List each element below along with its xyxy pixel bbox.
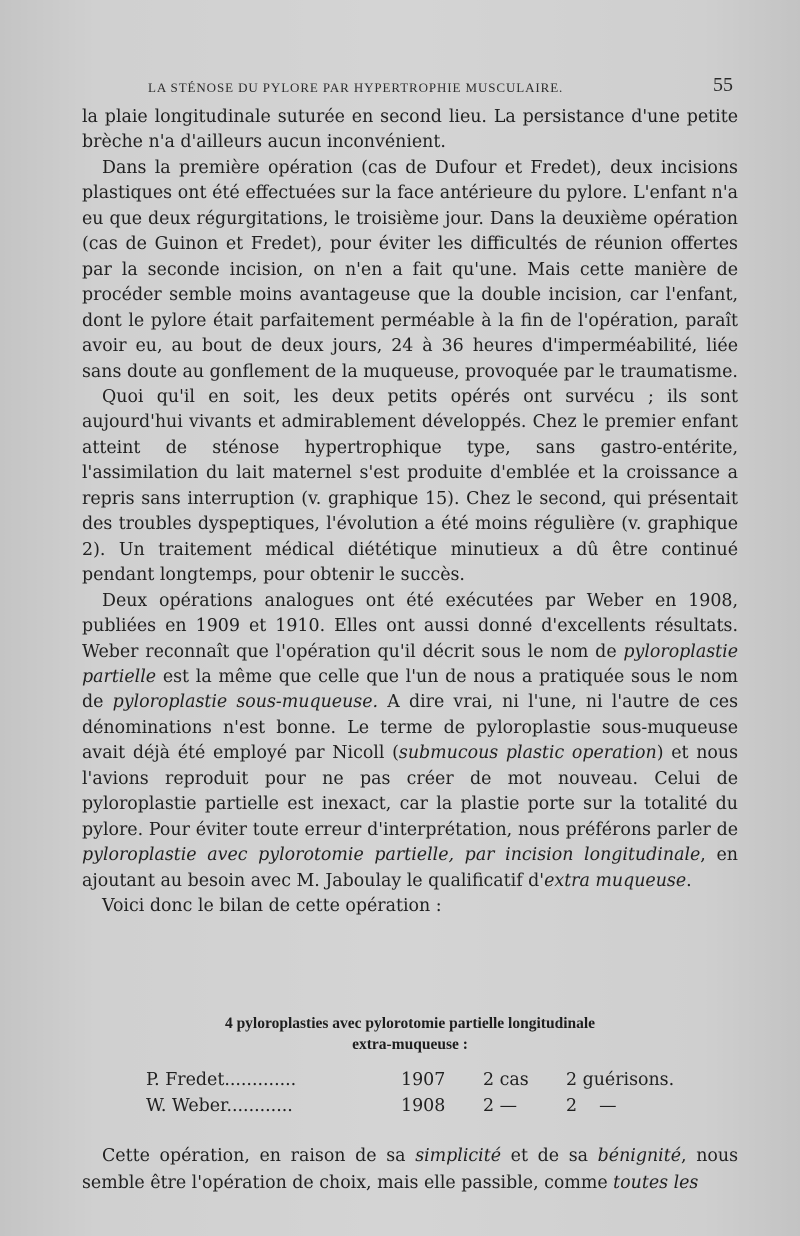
emphasis-toutes-les: toutes les [613,1173,699,1193]
page-number: 55 [713,74,733,96]
emphasis-extra-muqueuse: extra muqueuse [544,870,687,891]
surgeon-name: P. Fredet............. [146,1070,297,1090]
paragraph-5: Voici donc le bilan de cette opération : [102,896,442,917]
table-title-line-2: extra-muqueuse : [352,1036,468,1053]
paragraph-4-text: Deux opérations analogues ont été exécutées par Weber en 1908, publiées en 1909 et 1910. Elles ont aussi donné d'excellents résultats. Weber reconnaît que l'opération qu'il décrit sous le nom de [82,590,738,662]
closing-text-part: , nous semble être l'opération de choix, mais elle passible, comme [82,1146,739,1193]
operation-year: 1908 [401,1096,446,1116]
operation-year: 1907 [401,1070,446,1090]
surgeon-name: W. Weber............ [146,1096,293,1116]
closing-text-part: Cette opération, en raison de sa [102,1146,416,1166]
closing-text-part: et de sa [501,1146,598,1166]
emphasis-benignite: bénignité [597,1146,682,1166]
outcome: 2 guérisons. [566,1070,675,1090]
table-title [82,1013,738,1055]
paragraph-1: la plaie longitudinale suturée en second lieu. La persistance d'une petite brèche n'a d'ailleurs aucun inconvénient. [82,107,738,153]
case-count: 2 cas [483,1070,529,1090]
results-summary [82,1013,738,1119]
emphasis-simplicite: simplicité [415,1146,502,1166]
paragraph-4-text: est la même que celle que l'un de nous a pratiquée sous le nom de [82,666,738,713]
emphasis-submucous-plastic-operation: submucous plastic operation [398,743,657,764]
closing-paragraph [82,1143,738,1197]
paragraph-2: Dans la première opération (cas de Dufour et Fredet), deux incisions plastiques ont été effectuées sur la face antérieure du pylore. L'enfant n'a eu que deux régurgitations, le troisième jour. Dans la deuxième opération (cas de Guinon et Fredet), pour éviter les difficultés de réunion offertes par la seconde incision, on n'en a fait qu'une. Mais cette manière de procéder semble moins avantageuse que la double incision, car l'enfant, dont le pylore était parfaitement perméable à la fin de l'opération, paraît avoir eu, au bout de deux jours, 24 à 36 heures d'imperméabilité, liée sans doute au gonflement de la muqueuse, provoquée par le traumatisme. [82,157,738,382]
paragraph-4-text: , en ajoutant au besoin avec M. Jaboulay le qualificatif d' [82,845,738,891]
emphasis-pyloroplastie-pylorotomie: pyloroplastie avec pylorotomie partielle, par incision longitudinale [82,845,701,866]
table-title-line-1: 4 pyloroplasties avec pylorotomie partielle longitudinale [224,1015,596,1032]
case-count: 2 — [483,1096,517,1116]
outcome: 2 — [566,1096,617,1116]
emphasis-pyloroplastie-sous-muqueuse: pyloroplastie sous-muqueuse. [112,692,379,713]
running-title: LA STÉNOSE DU PYLORE PAR HYPERTROPHIE MUSCULAIRE. [148,80,564,95]
closing-text [82,1143,738,1197]
paragraph-4-text: . [686,870,692,891]
paragraph-4 [82,589,738,894]
table-row [146,1093,706,1119]
table-row [146,1067,706,1093]
body-text [82,105,738,920]
paragraph-4-text: A dire vrai, ni l'une, ni l'autre de ces dénominations n'est bonne. Le terme de pyloroplastie sous-muqueuse avait déjà été employé par Nicoll ( [82,692,739,764]
paragraph-3: Quoi qu'il en soit, les deux petits opérés ont survécu ; ils sont aujourd'hui vivants et admirablement développés. Chez le premier enfant atteint de sténose hypertrophique type, sans gastro-entérite, l'assimilation du lait maternel s'est produite d'emblée et la croissance a repris sans interruption (v. graphique 15). Chez le second, qui présentait des troubles dyspeptiques, l'évolution a été moins régulière (v. graphique 2). Un traitement médical diététique minutieux a dû être continué pendant longtemps, pour obtenir le succès. [82,386,738,586]
emphasis-pyloroplastie-partielle: pyloroplastie partielle [82,641,738,687]
paragraph-4-text: ) et nous l'avions reproduit pour ne pas créer de mot nouveau. Celui de pyloroplastie partielle est inexact, car la plastie porte sur la totalité du pylore. Pour éviter toute erreur d'interprétation, nous préférons parler de [82,743,738,840]
results-table [146,1067,706,1119]
